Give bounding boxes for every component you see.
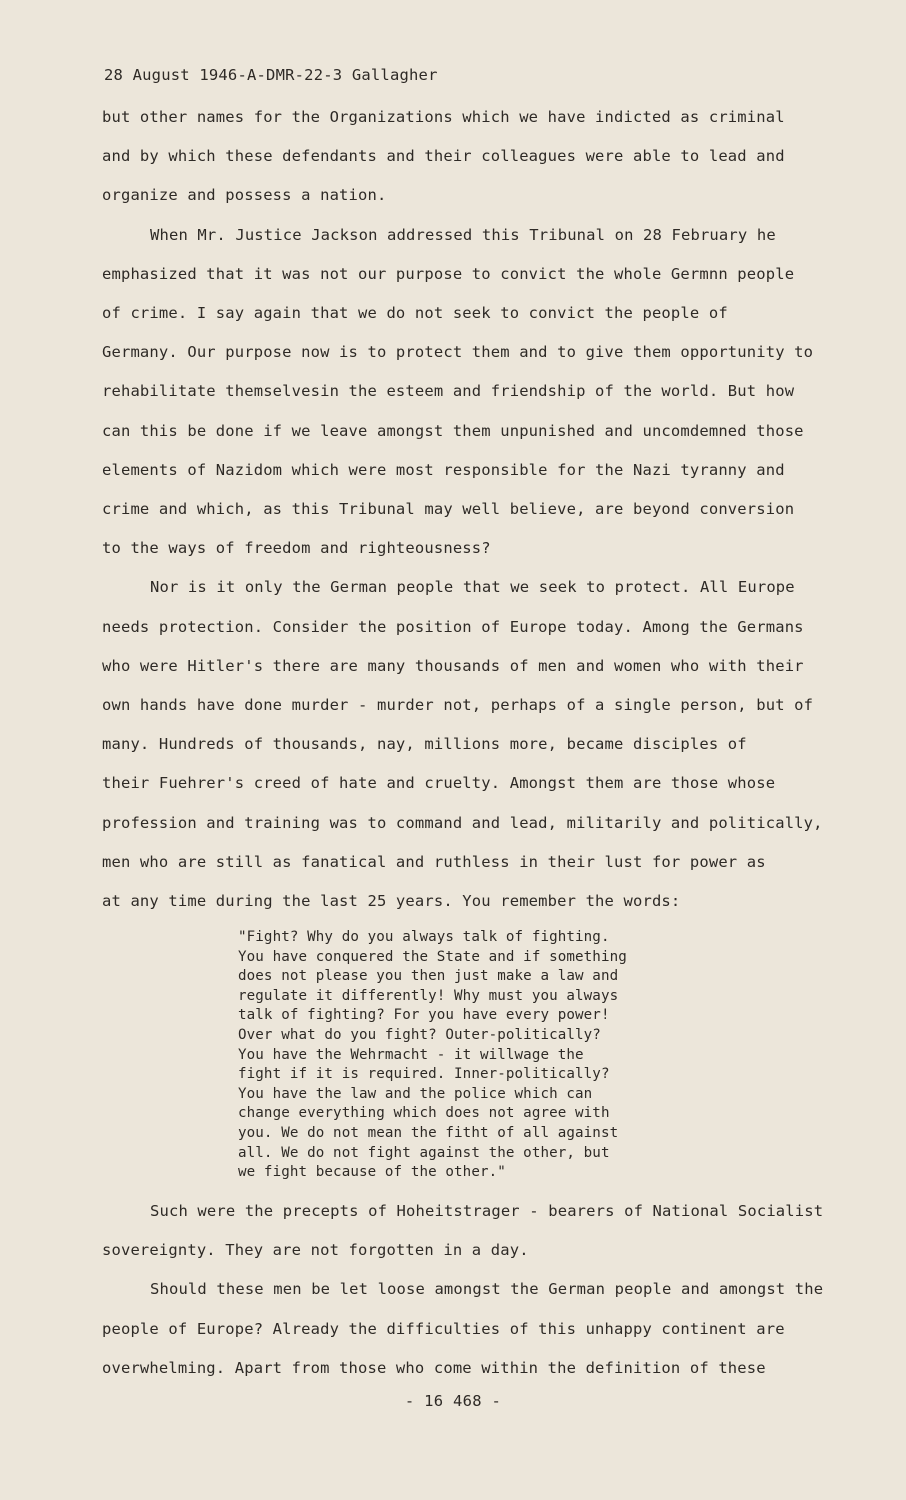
- text-line: but other names for the Organizations which we have indicted as criminal: [102, 108, 785, 126]
- text-line: profession and training was to command and lead, militarily and politically,: [102, 813, 823, 832]
- text-line: sovereignty. They are not forgotten in a day.: [102, 1241, 529, 1260]
- text-line: overwhelming. Apart from those who come within the definition of these: [102, 1358, 766, 1377]
- quote-line: does not please you then just make a law and: [238, 968, 619, 985]
- text-line: of crime. I say again that we do not seek to convict the people of: [102, 304, 728, 323]
- text-line: emphasized that it was not our purpose to convict the whole Germnn people: [102, 264, 795, 283]
- text-line: Germany. Our purpose now is to protect them and to give them opportunity to: [102, 343, 814, 362]
- text-line: can this be done if we leave amongst them unpunished and uncomdemned those: [102, 421, 804, 440]
- quote-line: regulate it differently! Why must you always: [238, 987, 619, 1004]
- paragraph-start-line: Should these men be let loose amongst the German people and amongst the: [150, 1280, 824, 1299]
- text-line: needs protection. Consider the position of Europe today. Among the Germans: [102, 617, 804, 636]
- text-line: to the ways of freedom and righteousness?: [102, 539, 491, 558]
- paragraph-start-line: When Mr. Justice Jackson addressed this Tribunal on 28 February he: [150, 225, 776, 244]
- quote-line: fight if it is required. Inner-politically?: [238, 1066, 610, 1083]
- text-line: organize and possess a nation.: [102, 186, 387, 205]
- quote-line: talk of fighting? For you have every power!: [238, 1007, 610, 1024]
- text-line: men who are still as fanatical and ruthless in their lust for power as: [102, 852, 766, 871]
- paragraph-start-line: Such were the precepts of Hoheitstrager - bearers of National Socialist: [150, 1202, 824, 1220]
- text-line: who were Hitler's there are many thousands of men and women who with their: [102, 656, 804, 675]
- quote-line: you. We do not mean the fitht of all against: [238, 1124, 619, 1141]
- text-line: crime and which, as this Tribunal may well believe, are beyond conversion: [102, 500, 795, 519]
- block-quote: [238, 928, 678, 1183]
- quote-line: You have the law and the police which can: [238, 1085, 593, 1102]
- quote-line: You have conquered the State and if something: [238, 948, 627, 965]
- quote-line: You have the Wehrmacht - it willwage the: [238, 1046, 584, 1063]
- page-number: - 16 468 -: [404, 1392, 502, 1410]
- quote-line: change everything which does not agree with: [238, 1105, 610, 1122]
- text-line: own hands have done murder - murder not, perhaps of a single person, but of: [102, 696, 814, 715]
- body-text-top: [102, 98, 842, 921]
- text-line: rehabilitate themselvesin the esteem and friendship of the world. But how: [102, 382, 795, 401]
- text-line: their Fuehrer's creed of hate and cruelty. Amongst them are those whose: [102, 774, 776, 793]
- text-line: people of Europe? Already the difficulties of this unhappy continent are: [102, 1319, 785, 1338]
- paragraph-start-line: Nor is it only the German people that we seek to protect. All Europe: [150, 578, 795, 597]
- quote-line: we fight because of the other.": [238, 1164, 506, 1181]
- text-line: elements of Nazidom which were most responsible for the Nazi tyranny and: [102, 460, 785, 479]
- page-header: 28 August 1946-A-DMR-22-3 Gallagher: [104, 66, 438, 84]
- text-line: and by which these defendants and their colleagues were able to lead and: [102, 147, 785, 166]
- text-line: at any time during the last 25 years. You remember the words:: [102, 892, 681, 911]
- quote-line: all. We do not fight against the other, but: [238, 1144, 610, 1161]
- text-line: many. Hundreds of thousands, nay, millions more, became disciples of: [102, 735, 747, 754]
- quote-line: Over what do you fight? Outer-politically?: [238, 1026, 601, 1043]
- body-text-bottom: [102, 1192, 842, 1388]
- quote-line: "Fight? Why do you always talk of fighting.: [238, 929, 610, 945]
